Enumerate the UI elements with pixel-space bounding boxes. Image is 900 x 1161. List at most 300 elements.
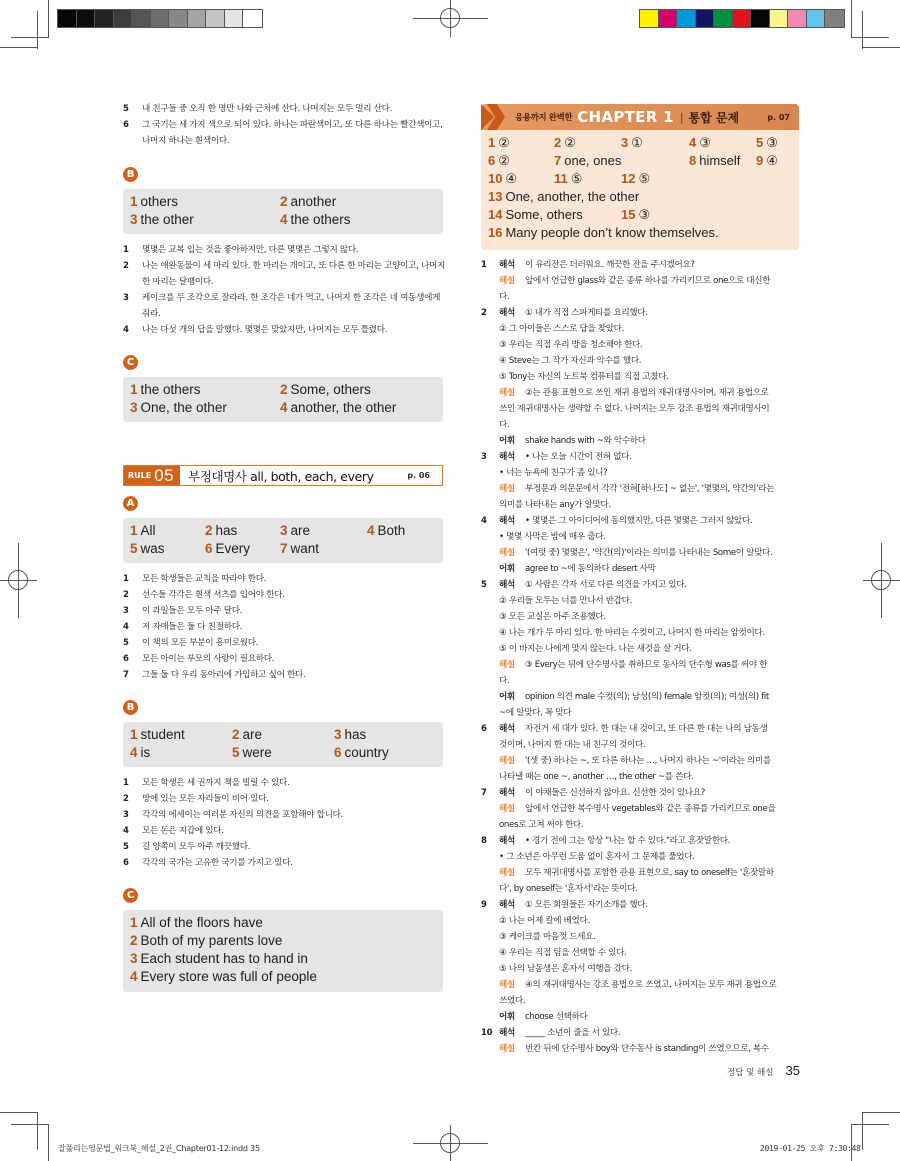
answer-text: ⑤ — [570, 171, 583, 186]
crop-mark — [863, 1112, 900, 1113]
answer-number: 11 — [554, 171, 568, 186]
explanation-text: ⑤ 이 바지는 나에게 맞지 않는다. 나는 새것을 살 거다. — [499, 644, 692, 654]
answer-number: 5 — [232, 745, 240, 760]
answer-text: student — [140, 727, 185, 742]
item-number: 4 — [123, 826, 129, 836]
color-swatch — [659, 10, 678, 27]
answer-number: 15 — [621, 207, 636, 222]
rule-label: RULE — [128, 471, 152, 480]
answer-number: 4 — [280, 212, 288, 227]
explanation-line — [481, 369, 799, 385]
slug-filename: 잘풀리는영문법_워크북_해설_2권_Chapter01-12.indd 35 — [58, 1144, 260, 1153]
item-text: 그들 둘 다 우리 동아리에 가입하고 싶어 한다. — [142, 670, 306, 680]
color-swatch — [114, 10, 133, 27]
chapter-title: CHAPTER 1 — [577, 108, 674, 126]
question-number — [481, 625, 499, 641]
answer-item — [232, 745, 272, 760]
question-number — [481, 401, 499, 417]
item-text: 선수들 각각은 흰색 셔츠를 입어야 한다. — [142, 590, 285, 600]
item-number: 6 — [123, 120, 129, 130]
vocab-label: 어휘 — [499, 1012, 515, 1022]
translation-list-top — [123, 101, 445, 149]
registration-mark — [8, 570, 28, 590]
translation-label: 해석 — [499, 452, 515, 462]
answer-number: 9 — [756, 153, 764, 168]
answer-item — [488, 207, 583, 222]
answer-item — [756, 135, 778, 151]
color-swatch — [151, 10, 170, 27]
answer-text: has — [215, 523, 238, 538]
answer-number: 6 — [488, 153, 496, 168]
explanation-line — [481, 353, 799, 369]
question-number — [481, 977, 499, 993]
answer-item — [130, 212, 194, 227]
question-number — [481, 849, 499, 865]
section-badge-c: C — [123, 888, 138, 903]
question-number — [481, 1041, 499, 1057]
explanation-text: ③ 우리는 직접 우리 방을 청소해야 한다. — [499, 340, 643, 350]
item-text: 모든 학생들은 교칙을 따라야 한다. — [142, 574, 267, 584]
answer-item — [554, 153, 621, 168]
rule-header — [123, 465, 443, 486]
answer-text: another, the other — [290, 400, 397, 415]
section-badge-a: A — [123, 496, 138, 511]
answer-item — [130, 933, 282, 948]
explanation-text: ②는 관용 표현으로 쓰인 재귀 용법의 재귀대명사이며, 재귀 용법으로 — [525, 388, 769, 398]
answer-number: 16 — [488, 225, 503, 240]
question-number — [481, 945, 499, 961]
answer-number: 2 — [130, 933, 138, 948]
color-swatch — [95, 10, 114, 27]
question-number — [481, 289, 499, 305]
answer-item — [488, 135, 510, 151]
explanation-line — [481, 305, 799, 321]
explanation-text: 앞에서 언급한 복수명사 vegetables와 같은 종류를 가리키므로 one을 — [525, 804, 776, 814]
answer-text: were — [242, 745, 272, 760]
crop-mark — [48, 1124, 49, 1161]
question-number — [481, 353, 499, 369]
item-number: 4 — [123, 325, 129, 335]
explanation-line — [481, 641, 799, 657]
question-number — [481, 737, 499, 753]
answer-item — [205, 541, 250, 556]
explanation-text: 자전거 세 대가 있다. 한 대는 내 것이고, 또 다른 한 대는 나의 남동생 — [525, 724, 768, 734]
explanation-text: ~에 알맞다, 꼭 맞다 — [499, 708, 572, 718]
vocab-label: 어휘 — [499, 564, 515, 574]
chapter-header — [481, 104, 799, 130]
answer-number: 1 — [130, 194, 138, 209]
answer-text: ① — [631, 135, 643, 150]
item-text: 그 국기는 세 가지 색으로 되어 있다. 하나는 파란색이고, 또 다른 하나는 빨간색이고, 나머지 하나는 흰색이다. — [142, 120, 443, 146]
list-item — [123, 101, 445, 117]
answer-text: ⑤ — [638, 171, 651, 186]
explanation-line — [481, 849, 799, 865]
crop-mark — [37, 11, 38, 49]
explanation-line — [481, 593, 799, 609]
item-text: 몇몇은 교복 입는 것을 좋아하지만, 다른 몇몇은 그렇지 않다. — [142, 245, 359, 255]
page-footer — [727, 1063, 800, 1078]
chapter-page-ref: p. 07 — [767, 112, 790, 122]
item-text: 케이크를 두 조각으로 잘라라. 한 조각은 네가 먹고, 나머지 한 조각은 네 여동생에게 줘라. — [142, 293, 441, 319]
explanation-text: • 그 소년은 아무런 도움 없이 혼자서 그 문제를 풀었다. — [499, 852, 695, 862]
answer-text: are — [242, 727, 263, 742]
color-swatch — [132, 10, 151, 27]
list-item — [123, 635, 445, 651]
answer-item — [130, 951, 308, 966]
color-swatch — [714, 10, 733, 27]
answer-number: 8 — [689, 153, 697, 168]
answer-number: 2 — [554, 135, 562, 150]
explanation-text: ⑤ Tony는 자신의 노트북 컴퓨터를 직접 고쳤다. — [499, 372, 669, 382]
answer-item — [130, 382, 201, 397]
rule-page-ref: p. 06 — [407, 471, 430, 480]
answer-item — [130, 541, 165, 556]
answer-text: Some, others — [505, 207, 583, 222]
answer-number: 1 — [130, 382, 138, 397]
answer-text: the others — [290, 212, 351, 227]
question-number — [481, 481, 499, 497]
explanation-label: 해설 — [499, 980, 515, 990]
item-number: 5 — [123, 638, 129, 648]
answer-item — [280, 541, 319, 556]
question-number — [481, 529, 499, 545]
answer-item — [689, 153, 740, 168]
explanation-line — [481, 1041, 799, 1057]
explanation-line — [481, 337, 799, 353]
explanation-line — [481, 577, 799, 593]
answer-item — [488, 225, 719, 240]
answer-item — [621, 207, 650, 223]
chapter-subtitle: 응용까지 완벽한 — [515, 113, 573, 123]
question-number — [481, 929, 499, 945]
vocab-label: 어휘 — [499, 692, 515, 702]
explanation-line — [481, 945, 799, 961]
explanation-line — [481, 257, 799, 273]
item-number: 3 — [123, 810, 129, 820]
explanation-text: ① 내가 직접 스파게티를 요리했다. — [525, 308, 648, 318]
registration-mark — [440, 1133, 460, 1153]
answer-number: 4 — [280, 400, 288, 415]
rule-number: 05 — [154, 465, 175, 485]
item-number: 3 — [123, 606, 129, 616]
explanation-line — [481, 705, 799, 721]
crop-mark — [862, 11, 863, 49]
explanation-line — [481, 321, 799, 337]
answer-item — [488, 171, 517, 187]
explanation-line — [481, 897, 799, 913]
question-number — [481, 817, 499, 833]
explanation-line — [481, 417, 799, 433]
item-number: 1 — [123, 574, 129, 584]
explanation-text: _____ 소년이 줄을 서 있다. — [525, 1028, 621, 1038]
footer-label: 정답 및 해설 — [727, 1068, 774, 1078]
answer-text: All — [140, 523, 156, 538]
item-text: 각각의 국가는 고유한 국기를 가지고 있다. — [142, 858, 293, 868]
section-badge-b: B — [123, 167, 138, 182]
crop-mark — [0, 47, 37, 48]
answer-item — [554, 135, 576, 151]
explanation-line — [481, 401, 799, 417]
answer-text: is — [140, 745, 151, 760]
chapter-answer-box — [481, 130, 799, 250]
explanation-text: ② 그 아이들은 스스로 답을 찾았다. — [499, 324, 625, 334]
answer-item — [280, 212, 351, 227]
item-text: 모든 돈은 지갑에 있다. — [142, 826, 224, 836]
answer-item — [367, 523, 405, 538]
color-swatch — [807, 10, 826, 27]
explanation-text: • 경기 전에 그는 항상 "나는 할 수 있다."라고 혼잣말한다. — [525, 836, 731, 846]
answer-number: 4 — [689, 135, 697, 150]
explanation-line — [481, 289, 799, 305]
explanation-label: 해설 — [499, 484, 515, 494]
question-number: 9 — [481, 900, 487, 910]
question-number — [481, 993, 499, 1009]
crop-mark — [0, 1112, 37, 1113]
translation-list-b2 — [123, 775, 445, 871]
explanation-label: 해설 — [499, 388, 515, 398]
explanation-text: ② 나는 어제 칼에 베였다. — [499, 916, 590, 926]
answer-number: 5 — [756, 135, 764, 150]
answer-item — [130, 915, 263, 930]
explanation-text: 이 유리잔은 더러워요. 깨끗한 잔을 주시겠어요? — [525, 260, 695, 270]
explanation-text: 다. — [499, 292, 510, 302]
explanation-line — [481, 529, 799, 545]
answer-box-b — [123, 189, 443, 234]
answer-text: ② — [564, 135, 576, 150]
answer-text: Both — [377, 523, 406, 538]
explanation-text: ③ Every는 뒤에 단수명사를 취하므로 동사의 단수형 was를 써야 한 — [525, 660, 768, 670]
explanation-line — [481, 561, 799, 577]
answer-item — [621, 171, 650, 187]
crop-mark — [48, 0, 49, 37]
question-number — [481, 801, 499, 817]
color-swatch — [788, 10, 807, 27]
explanation-text: • 몇몇은 그 아이디어에 동의했지만, 다른 몇몇은 그러지 않았다. — [525, 516, 753, 526]
explanation-list — [481, 257, 799, 1057]
question-number: 8 — [481, 836, 487, 846]
list-item — [123, 807, 445, 823]
color-swatch — [243, 10, 262, 27]
list-item — [123, 117, 445, 149]
explanation-text: • 몇몇 사막은 밤에 매우 춥다. — [499, 532, 606, 542]
answer-number: 6 — [334, 745, 342, 760]
explanation-line — [481, 465, 799, 481]
question-number — [481, 497, 499, 513]
explanation-line — [481, 865, 799, 881]
explanation-text: ④ Steve는 그 작가 자신과 악수를 했다. — [499, 356, 642, 366]
answer-box-c — [123, 377, 443, 422]
explanation-line — [481, 481, 799, 497]
translation-label: 해석 — [499, 836, 515, 846]
question-number — [481, 561, 499, 577]
answer-text: are — [290, 523, 311, 538]
list-item — [123, 587, 445, 603]
explanation-text: agree to ~에 동의하다 desert 사막 — [525, 564, 656, 574]
answer-number: 4 — [130, 969, 138, 984]
answer-number: 3 — [334, 727, 342, 742]
color-swatch — [825, 10, 844, 27]
explanation-text: ① 사람은 각자 서로 다른 의견을 가지고 있다. — [525, 580, 687, 590]
answer-text: ③ — [766, 135, 778, 150]
explanation-text: choose 선택하다 — [525, 1012, 588, 1022]
answer-item — [756, 153, 778, 169]
question-number: 10 — [481, 1028, 493, 1038]
answer-text: another — [290, 194, 337, 209]
answer-item — [689, 135, 711, 151]
item-text: 나는 다섯 개의 답을 말했다. 몇몇은 맞았지만, 나머지는 모두 틀렸다. — [142, 325, 388, 335]
explanation-line — [481, 961, 799, 977]
question-number — [481, 641, 499, 657]
explanation-label: 해설 — [499, 1044, 515, 1054]
explanation-text: ④ 우리는 직접 팀을 선택할 수 있다. — [499, 948, 627, 958]
answer-number: 1 — [130, 523, 138, 538]
answer-text: ② — [498, 135, 510, 150]
explanation-text: ④ 나는 개가 두 마리 있다. 한 마리는 수컷이고, 나머지 한 마리는 암컷이다. — [499, 628, 765, 638]
crop-mark — [863, 47, 900, 48]
answer-item — [280, 194, 336, 209]
question-number — [481, 417, 499, 433]
question-number: 1 — [481, 260, 487, 270]
explanation-line — [481, 721, 799, 737]
explanation-line — [481, 801, 799, 817]
explanation-line — [481, 913, 799, 929]
question-number: 5 — [481, 580, 487, 590]
crop-mark — [11, 1124, 49, 1125]
answer-number: 3 — [130, 951, 138, 966]
list-item — [123, 839, 445, 855]
question-number — [481, 657, 499, 673]
explanation-text: 다. — [499, 420, 510, 430]
list-item — [123, 242, 445, 258]
explanation-label: 해설 — [499, 548, 515, 558]
answer-box-a — [123, 518, 443, 563]
registration-mark — [871, 570, 891, 590]
translation-label: 해석 — [499, 516, 515, 526]
item-text: 모든 아이는 부모의 사랑이 필요하다. — [142, 654, 275, 664]
answer-number: 2 — [280, 194, 288, 209]
list-item — [123, 791, 445, 807]
answer-item — [488, 189, 639, 204]
question-number — [481, 673, 499, 689]
answer-number: 1 — [130, 727, 138, 742]
translation-label: 해석 — [499, 900, 515, 910]
explanation-line — [481, 449, 799, 465]
answer-item — [621, 135, 643, 151]
translation-label: 해석 — [499, 580, 515, 590]
explanation-label: 해설 — [499, 868, 515, 878]
explanation-line — [481, 609, 799, 625]
answer-number: 7 — [554, 153, 562, 168]
explanation-line — [481, 769, 799, 785]
explanation-text: ones로 고쳐 써야 한다. — [499, 820, 584, 830]
answer-text: Both of my parents love — [140, 933, 283, 948]
answer-text: One, the other — [140, 400, 227, 415]
answer-text: was — [140, 541, 165, 556]
question-number: 3 — [481, 452, 487, 462]
color-swatch — [58, 10, 77, 27]
translation-label: 해석 — [499, 788, 515, 798]
page-number: 35 — [785, 1063, 800, 1078]
question-number — [481, 1009, 499, 1025]
item-text: 길 양쪽이 모두 아주 깨끗했다. — [142, 842, 251, 852]
answer-number: 5 — [130, 541, 138, 556]
explanation-text: 것이며, 나머지 한 대는 내 친구의 것이다. — [499, 740, 646, 750]
explanation-line — [481, 929, 799, 945]
question-number — [481, 609, 499, 625]
explanation-text: 다. — [499, 676, 510, 686]
color-swatch — [677, 10, 696, 27]
answer-number: 2 — [232, 727, 240, 742]
answer-text: Each student has to hand in — [140, 951, 308, 966]
answer-text: ④ — [505, 171, 518, 186]
item-number: 5 — [123, 842, 129, 852]
question-number: 6 — [481, 724, 487, 734]
answer-number: 3 — [280, 523, 288, 538]
color-swatch — [751, 10, 770, 27]
answer-number: 2 — [205, 523, 213, 538]
explanation-line — [481, 785, 799, 801]
answer-text: the other — [140, 212, 194, 227]
question-number: 4 — [481, 516, 487, 526]
gray-calibration-bar — [57, 9, 263, 28]
explanation-text: 의미를 나타내는 any가 알맞다. — [499, 500, 611, 510]
vocab-label: 어휘 — [499, 436, 515, 446]
explanation-label: 해설 — [499, 276, 515, 286]
list-item — [123, 603, 445, 619]
list-item — [123, 651, 445, 667]
question-number — [481, 913, 499, 929]
list-item — [123, 619, 445, 635]
question-number — [481, 753, 499, 769]
list-item — [123, 775, 445, 791]
explanation-line — [481, 497, 799, 513]
explanation-text: ⑤ 나의 남동생은 혼자서 여행을 갔다. — [499, 964, 632, 974]
explanation-line — [481, 993, 799, 1009]
item-number: 6 — [123, 858, 129, 868]
explanation-line — [481, 513, 799, 529]
explanation-line — [481, 737, 799, 753]
answer-text: All of the floors have — [140, 915, 263, 930]
answer-item — [232, 727, 262, 742]
explanation-text: 쓰였다. — [499, 996, 526, 1006]
explanation-line — [481, 433, 799, 449]
explanation-text: 이 야채들은 신선하지 않아요. 신선한 것이 있나요? — [525, 788, 705, 798]
item-number: 5 — [123, 104, 129, 114]
answer-number: 3 — [621, 135, 629, 150]
translation-list-b — [123, 242, 445, 338]
answer-item — [334, 745, 389, 760]
explanation-text: 빈칸 뒤에 단수명사 boy와 단수동사 is standing이 쓰였으므로, 복수 — [525, 1044, 769, 1054]
question-number — [481, 961, 499, 977]
explanation-text: 다', by oneself는 '혼자서'라는 뜻이다. — [499, 884, 638, 894]
question-number — [481, 593, 499, 609]
color-swatch — [188, 10, 207, 27]
question-number — [481, 369, 499, 385]
explanation-text: • 너는 뉴욕에 친구가 좀 있니? — [499, 468, 608, 478]
answer-item — [280, 400, 396, 415]
color-swatch — [77, 10, 96, 27]
translation-label: 해석 — [499, 308, 515, 318]
explanation-line — [481, 1025, 799, 1041]
question-number — [481, 881, 499, 897]
explanation-text: 모두 재귀대명사를 포함한 관용 표현으로, say to oneself는 '혼잣말하 — [525, 868, 774, 878]
explanation-text: ③ 케이크를 마음껏 드세요. — [499, 932, 596, 942]
list-item — [123, 667, 445, 683]
question-number — [481, 273, 499, 289]
color-swatch — [770, 10, 789, 27]
explanation-text: 앞에서 언급한 glass와 같은 종류 하나를 가리키므로 one으로 대신한 — [525, 276, 771, 286]
answer-text: has — [344, 727, 367, 742]
